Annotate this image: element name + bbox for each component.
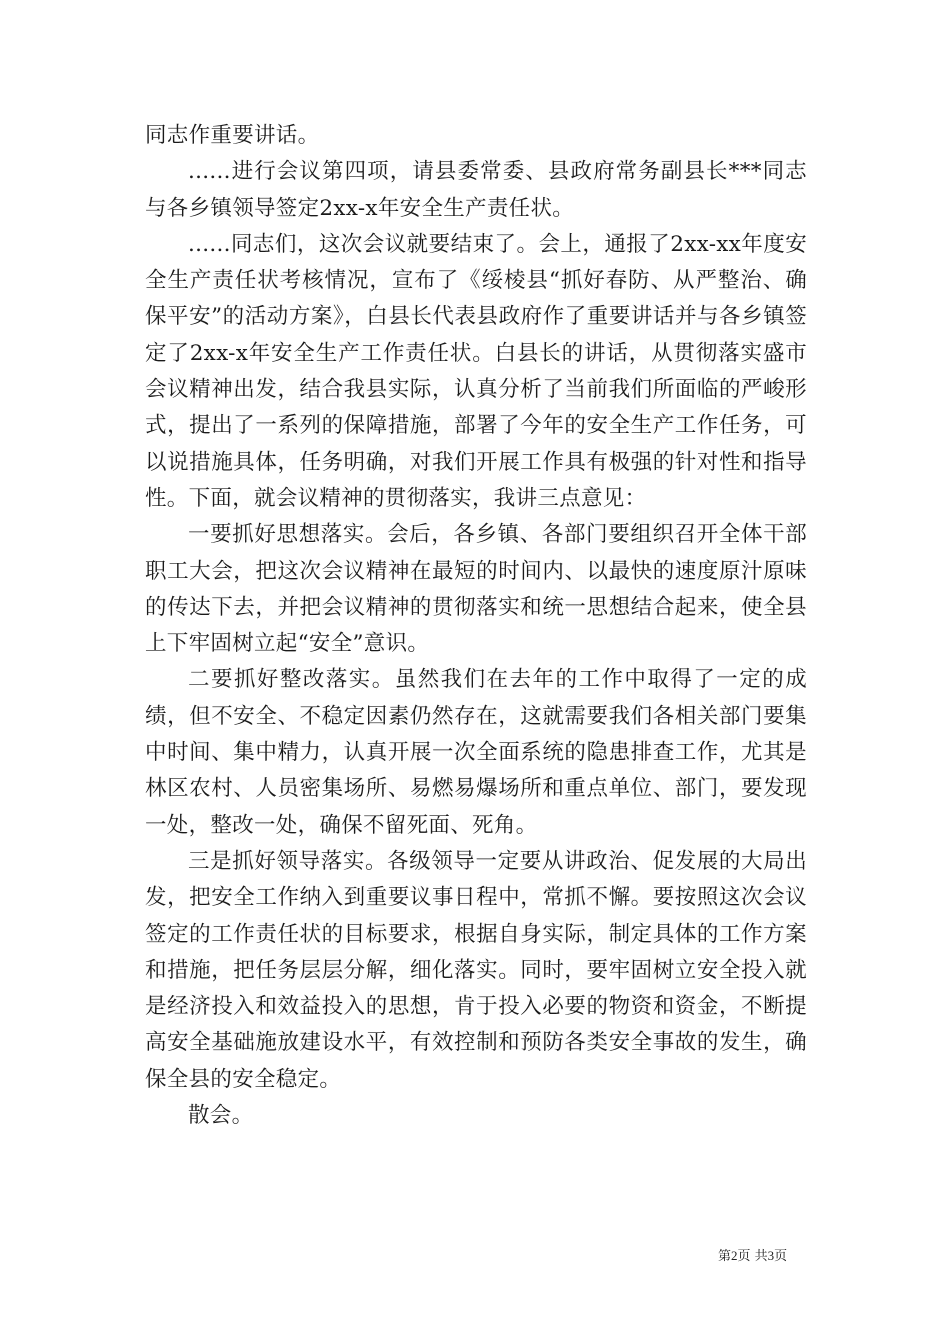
paragraph-meeting-summary: ......同志们，这次会议就要结束了。会上，通报了2xx-xx年度安全生产责任状考核情况，宣布了《绥棱县“抓好春防、从严整治、确保平安”的活动方案》，白县长代表县政府作了重要讲话并与各乡镇签定了2xx-x年安全生产工作责任状。白县长的讲话，从贯彻落实盛市会议精神出发，结合我县实际，认真分析了当前我们所面临的严峻形式，提出了一系列的保障措施，部署了今年的安全生产工作任务，可以说措施具体，任务明确，对我们开展工作具有极强的针对性和指导性。下面，就会议精神的贯彻落实，我讲三点意见： [145,231,807,511]
footer-total-pages: 3 [767,1248,775,1263]
footer-prefix: 第 [718,1249,732,1264]
footer-suffix: 页 [774,1249,788,1264]
footer-middle: 页 共 [737,1249,768,1264]
paragraph-adjourn: 散会。 [188,1103,254,1129]
paragraph-point-3: 三是抓好领导落实。各级领导一定要从讲政治、促发展的大局出发，把安全工作纳入到重要议事日程中，常抓不懈。要按照这次会议签定的工作责任状的目标要求，根据自身实际，制定具体的工作方案和措施，把任务层层分解，细化落实。同时，要牢固树立安全投入就是经济投入和效益投入的思想，肯于投入必要的物资和资金，不断提高安全基础施放建设水平，有效控制和预防各类安全事故的发生，确保全县的安全稳定。 [145,848,807,1092]
footer-current-page: 2 [731,1248,738,1263]
page-number-footer [718,1247,787,1266]
paragraph-point-1: 一要抓好思想落实。会后，各乡镇、各部门要组织召开全体干部职工大会，把这次会议精神在最短的时间内、以最快的速度原汁原味的传达下去，并把会议精神的贯彻落实和统一思想结合起来，使全县上下牢固树立起“安全”意识。 [145,522,807,657]
paragraph-point-2: 二要抓好整改落实。虽然我们在去年的工作中取得了一定的成绩，但不安全、不稳定因素仍然存在，这就需要我们各相关部门要集中时间、集中精力，认真开展一次全面系统的隐患排查工作，尤其是林区农村、人员密集场所、易燃易爆场所和重点单位、部门，要发现一处，整改一处，确保不留死面、死角。 [145,667,807,838]
paragraph-continuation: 同志作重要讲话。 [145,123,320,148]
paragraph-agenda-item-4: ......进行会议第四项，请县委常委、县政府常务副县长***同志与各乡镇领导签定2xx-x年安全生产责任状。 [145,159,807,221]
document-body [145,118,807,1134]
